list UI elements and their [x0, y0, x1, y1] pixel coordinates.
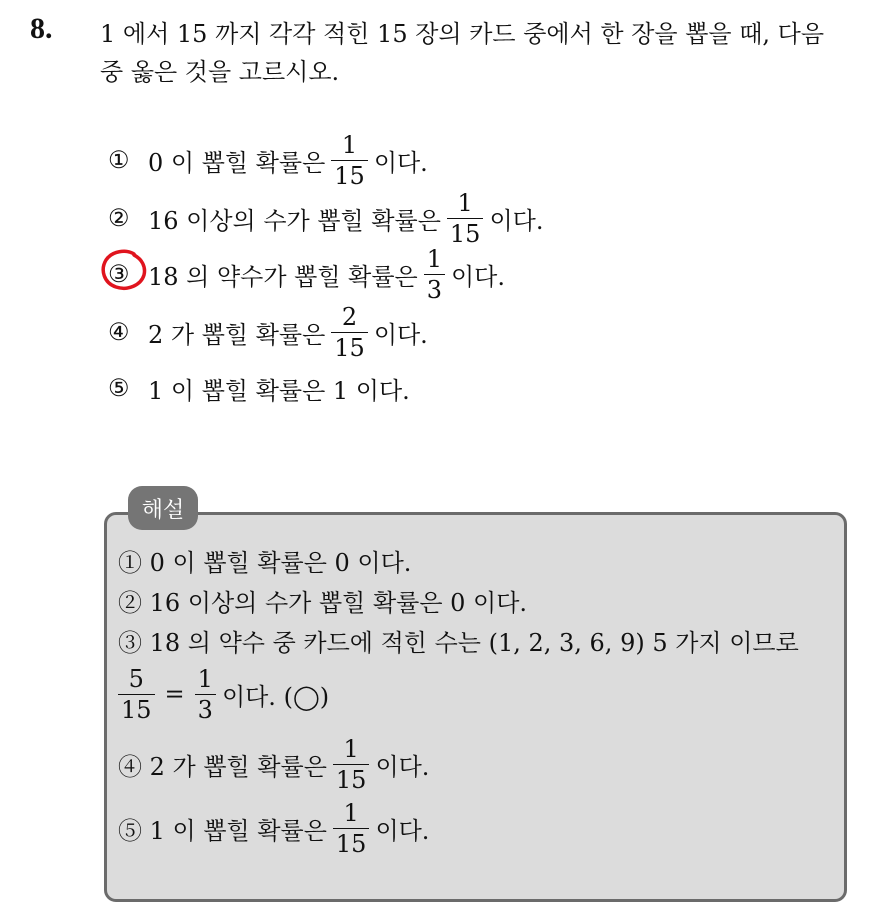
option-1-fraction [331, 130, 368, 190]
fraction-denominator: 15 [118, 694, 155, 722]
solution-line-4-suffix: 이다. (◯) [221, 682, 330, 711]
option-1 [108, 130, 428, 190]
option-3-number: ③ [108, 260, 130, 288]
solution-line-6-text: ⑤ 1 이 뽑힐 확률은 [118, 816, 327, 845]
fraction-denominator: 15 [333, 828, 370, 856]
option-1-number: ① [108, 146, 130, 174]
option-5 [108, 358, 410, 418]
solution-line-5-fraction [333, 734, 370, 794]
fraction-numerator: 1 [343, 734, 359, 763]
option-4-suffix: 이다. [373, 320, 428, 349]
answer-circle-mark [100, 248, 148, 292]
fraction-denominator: 15 [331, 332, 368, 360]
solution-fraction-1-3 [195, 664, 216, 724]
option-4 [108, 302, 428, 362]
solution-line-4 [118, 666, 329, 722]
option-4-text: 2 가 뽑힐 확률은 [148, 320, 326, 349]
option-2-text: 16 이상의 수가 뽑힐 확률은 [148, 206, 441, 235]
option-3-fraction [424, 244, 445, 304]
question-text-line-1: 1 에서 15 까지 각각 적힌 15 장의 카드 중에서 한 장을 뽑을 때, 다음 [100, 20, 825, 48]
solution-line-2: ② 16 이상의 수가 뽑힐 확률은 0 이다. [118, 588, 528, 617]
fraction-numerator: 1 [341, 130, 358, 159]
solution-line-5-text: ④ 2 가 뽑힐 확률은 [118, 752, 327, 781]
solution-fraction-5-15 [118, 664, 155, 724]
option-1-text: 0 이 뽑힐 확률은 [148, 148, 326, 177]
solution-tab: 해설 [128, 486, 198, 530]
solution-line-6-suffix: 이다. [375, 816, 430, 845]
option-2-fraction [447, 188, 484, 248]
option-3-text: 18 의 약수가 뽑힐 확률은 [148, 262, 418, 291]
solution-line-6-fraction [333, 798, 370, 858]
option-3-suffix: 이다. [451, 262, 505, 291]
option-1-suffix: 이다. [373, 148, 428, 177]
fraction-denominator: 3 [424, 274, 445, 302]
option-4-number: ④ [108, 318, 130, 346]
question-text-line-2: 중 옳은 것을 고르시오. [100, 58, 340, 86]
solution-line-1: ① 0 이 뽑힐 확률은 0 이다. [118, 548, 412, 577]
option-3 [108, 244, 505, 304]
option-5-text: 1 이 뽑힐 확률은 1 이다. [148, 376, 410, 405]
fraction-denominator: 15 [331, 160, 368, 188]
option-5-number: ⑤ [108, 374, 130, 402]
option-2 [108, 188, 543, 248]
fraction-numerator: 1 [457, 188, 473, 217]
solution-line-6 [118, 800, 429, 856]
question-number: 8. [30, 12, 53, 45]
option-2-suffix: 이다. [489, 206, 544, 235]
solution-line-5 [118, 736, 429, 792]
equals-sign: = [164, 680, 185, 708]
fraction-numerator: 5 [128, 664, 144, 693]
fraction-numerator: 1 [426, 244, 442, 273]
solution-line-5-suffix: 이다. [375, 752, 430, 781]
fraction-numerator: 2 [341, 302, 358, 331]
fraction-denominator: 15 [333, 764, 370, 792]
fraction-denominator: 3 [195, 694, 216, 722]
option-4-fraction [331, 302, 368, 362]
fraction-numerator: 1 [343, 798, 359, 827]
fraction-numerator: 1 [197, 664, 213, 693]
fraction-denominator: 15 [447, 218, 484, 246]
option-2-number: ② [108, 204, 130, 232]
solution-line-3: ③ 18 의 약수 중 카드에 적힌 수는 (1, 2, 3, 6, 9) 5 가지 이므로 [118, 628, 799, 657]
